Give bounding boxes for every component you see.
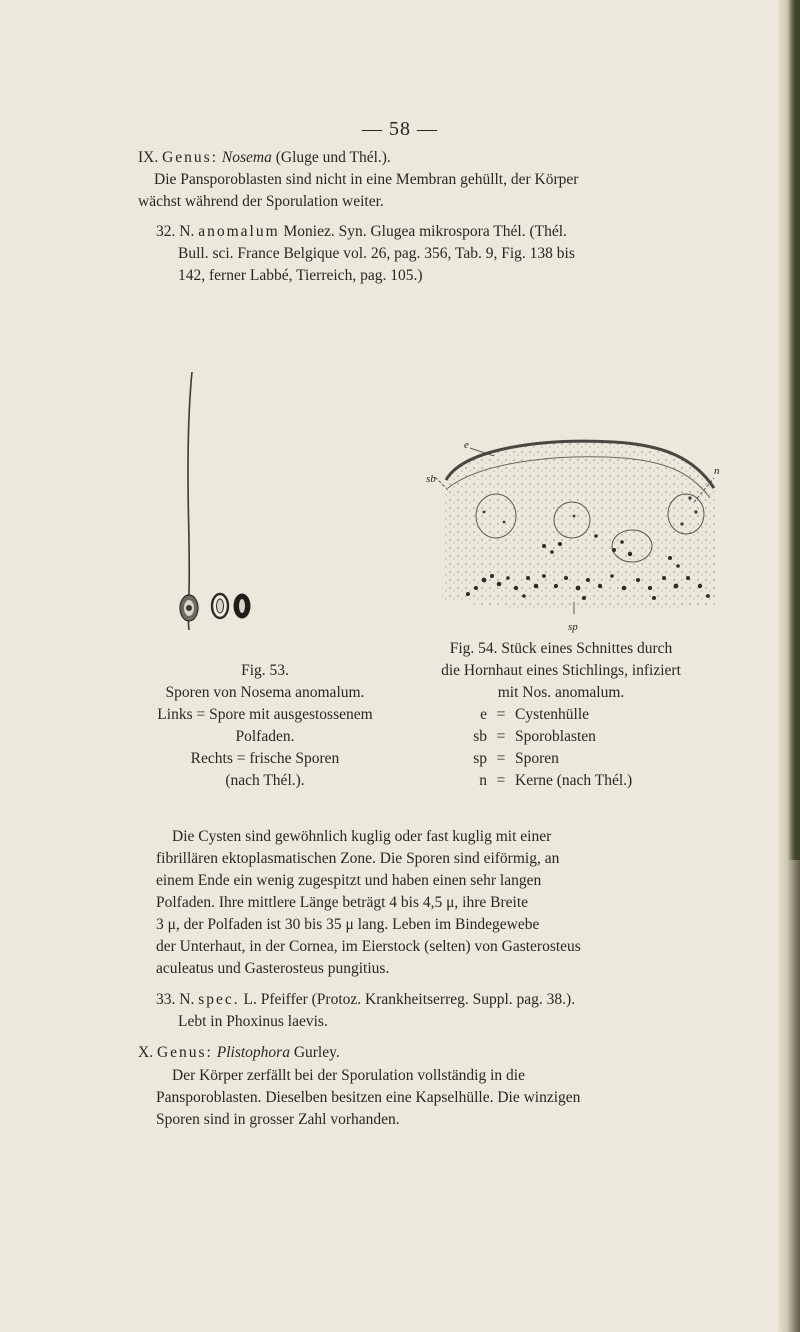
legend-value: Sporoblasten bbox=[515, 728, 596, 745]
legend-equals: = bbox=[496, 728, 506, 745]
fig54-label-e: e bbox=[464, 439, 469, 451]
species-33-name: spec. bbox=[198, 991, 240, 1008]
caption-line: die Hornhaut eines Stichlings, infiziert bbox=[441, 662, 681, 679]
genus-x-authority: Gurley. bbox=[289, 1044, 340, 1061]
species-33-reference: L. Pfeiffer (Protoz. Krankheitserreg. Suppl. pag. 38.). bbox=[239, 991, 576, 1008]
legend-value: Kerne (nach Thél.) bbox=[515, 772, 633, 789]
fig54-label-sb: sb bbox=[426, 473, 436, 485]
legend-row bbox=[396, 726, 726, 748]
text-line: Sporen sind in grosser Zahl vorhanden. bbox=[156, 1111, 400, 1128]
fig53-title: Fig. 53. bbox=[241, 662, 289, 679]
fresh-spore bbox=[212, 594, 228, 618]
caption-line: (nach Thél.). bbox=[225, 772, 305, 789]
fig54-label-n: n bbox=[714, 465, 720, 477]
fig54-caption bbox=[396, 638, 726, 792]
legend-key: sp bbox=[473, 750, 487, 767]
text-line: der Unterhaut, in der Cornea, im Eierstock (selten) von Gasterosteus bbox=[156, 938, 581, 955]
text-line: Lebt in Phoxinus laevis. bbox=[178, 1013, 328, 1030]
genus-x-name: Plistophora bbox=[216, 1044, 290, 1061]
discharged-spore bbox=[180, 595, 198, 621]
caption-line: Links = Spore mit ausgestossenem bbox=[157, 706, 373, 723]
species-33-number: 33. N. bbox=[156, 991, 199, 1008]
legend-key: n bbox=[479, 772, 487, 789]
legend-row bbox=[396, 748, 726, 770]
genus-ix-description bbox=[138, 169, 728, 213]
text-line: fibrillären ektoplasmatischen Zone. Die Sporen sind eiförmig, an bbox=[156, 850, 560, 867]
legend-key: e bbox=[480, 706, 487, 723]
species-33-entry bbox=[156, 989, 736, 1033]
cyst-paragraph bbox=[156, 826, 726, 980]
fig54-label-sp: sp bbox=[568, 621, 578, 633]
text-line: Polfaden. Ihre mittlere Länge beträgt 4 bis 4,5 μ, ihre Breite bbox=[156, 894, 529, 911]
fresh-spore bbox=[234, 594, 251, 619]
species-32-entry bbox=[156, 221, 736, 287]
legend-equals: = bbox=[496, 772, 506, 789]
text-line: einem Ende ein wenig zugespitzt und haben einen sehr langen bbox=[156, 872, 542, 889]
text-line: 3 μ, der Polfaden ist 30 bis 35 μ lang. Leben im Bindegewebe bbox=[156, 916, 540, 933]
page-edge-stain bbox=[788, 0, 800, 860]
genus-x-prefix: X. bbox=[138, 1044, 157, 1061]
text-line: Der Körper zerfällt bei der Sporulation vollständig in die bbox=[172, 1067, 525, 1084]
fig53-spores-drawing bbox=[176, 588, 256, 624]
legend-equals: = bbox=[496, 706, 506, 723]
caption-line: Rechts = frische Sporen bbox=[190, 750, 340, 767]
genus-x-heading bbox=[138, 1042, 340, 1064]
fig53-caption bbox=[140, 660, 390, 792]
legend-equals: = bbox=[496, 750, 506, 767]
species-32-name: anomalum bbox=[198, 223, 280, 240]
legend-key: sb bbox=[473, 728, 487, 745]
genus-ix-authority: (Gluge und Thél.). bbox=[271, 149, 391, 166]
page-number: — 58 — bbox=[362, 118, 438, 140]
genus-ix-prefix: IX. bbox=[138, 149, 163, 166]
caption-line: mit Nos. anomalum. bbox=[497, 684, 625, 701]
text-line: Die Pansporoblasten sind nicht in eine Membran gehüllt, der Körper bbox=[154, 171, 579, 188]
species-32-synonym: Moniez. Syn. Glugea mikrospora Thél. (Thél. bbox=[279, 223, 567, 240]
text-line: Bull. sci. France Belgique vol. 26, pag. 356, Tab. 9, Fig. 138 bis bbox=[178, 245, 575, 262]
text-line: Pansporoblasten. Dieselben besitzen eine Kapselhülle. Die winzigen bbox=[156, 1089, 581, 1106]
caption-line: Polfaden. bbox=[235, 728, 295, 745]
genus-x-description bbox=[156, 1065, 726, 1131]
fig54-cornea-section bbox=[424, 418, 724, 640]
legend-value: Cystenhülle bbox=[515, 706, 590, 723]
legend-value: Sporen bbox=[515, 750, 559, 767]
caption-line: Sporen von Nosema anomalum. bbox=[165, 684, 365, 701]
text-line: wächst während der Sporulation weiter. bbox=[138, 193, 384, 210]
species-32-number: 32. N. bbox=[156, 223, 199, 240]
genus-ix-word: Genus: bbox=[162, 149, 219, 166]
caption-line: Fig. 54. Stück eines Schnittes durch bbox=[449, 640, 673, 657]
legend-row bbox=[396, 770, 726, 792]
genus-ix-heading bbox=[138, 147, 391, 169]
genus-x-word: Genus: bbox=[156, 1044, 213, 1061]
text-line: Die Cysten sind gewöhnlich kuglig oder fast kuglig mit einer bbox=[172, 828, 552, 845]
text-line: 142, ferner Labbé, Tierreich, pag. 105.) bbox=[178, 267, 423, 284]
text-line: aculeatus und Gasterosteus pungitius. bbox=[156, 960, 390, 977]
genus-ix-name: Nosema bbox=[221, 149, 272, 166]
legend-row bbox=[396, 704, 726, 726]
